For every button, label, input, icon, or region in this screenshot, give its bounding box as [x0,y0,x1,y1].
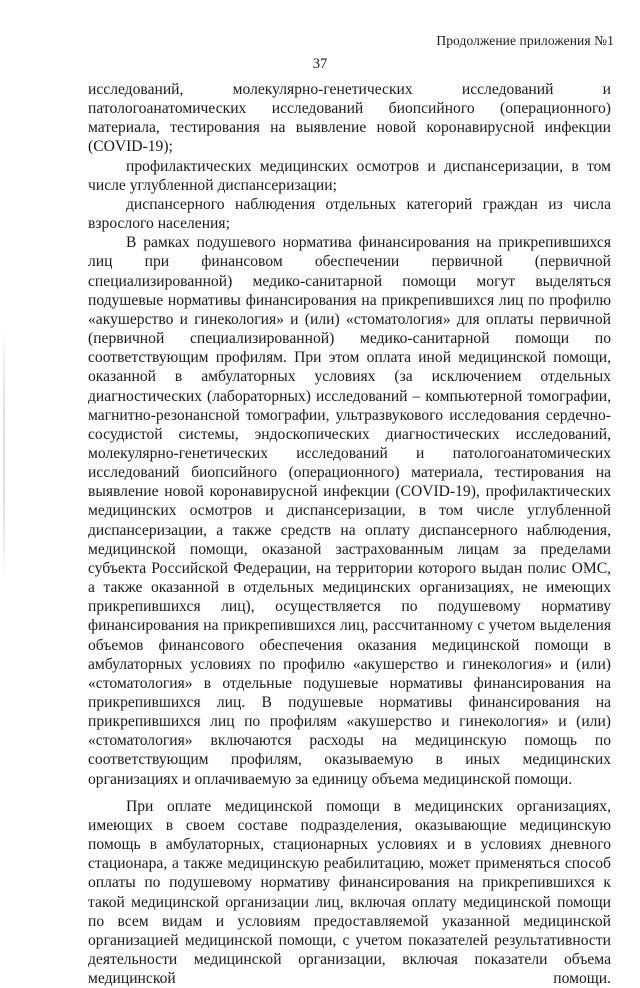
paragraph-payment-method: При оплате медицинской помощи в медицинских организациях, имеющих в своем составе подразделения, оказывающие медицинскую помощь в амбулаторных, стационарных условиях и в условиях дневного стационара, а также медицинскую реабилитацию, может применяться способ оплаты по подушевому нормативу финансирования на прикрепившихся к такой медицинской организации лиц, включая оплату медицинской помощи по всем видам и условиям предоставляемой указанной медицинской организацией медицинской помощи, с учетом показателей результативности деятельности медицинской организации, включая показатели объема медицинской помощи. [88,797,611,988]
paragraph-per-capita-norms: В рамках подушевого норматива финансирования на прикрепившихся лиц при финансовом обеспечении первичной (первичной специализированной) медико-санитарной помощи могут выделяться подушевые нормативы финансирования на прикрепившихся лиц по профилю «акушерство и гинекология» и (или) «стоматология» для оплаты первичной (первичной специализированной) медико-санитарной помощи по соответствующим профилям. При этом оплата иной медицинской помощи, оказанной в амбулаторных условиях (за исключением отдельных диагностических (лабораторных) исследований – компьютерной томографии, магнитно-резонансной томографии, ультразвукового исследования сердечно-сосудистой системы, эндоскопических диагностических исследований, молекулярно-генетических исследований и патологоанатомических исследований биопсийного (операционного) материала, тестирования на выявление новой коронавирусной инфекции (COVID-19), профилактических медицинских осмотров и диспансеризации, в том числе углубленной диспансеризации, а также средств на оплату диспансерного наблюдения, медицинской помощи, оказаной застрахованным лицам за пределами субъекта Российской Федерации, на территории которого выдан полис ОМС, а также оказанной в отдельных медицинских организациях, не имеющих прикрепившихся лиц), осуществляется по подушевому нормативу финансирования на прикрепившихся лиц, рассчитанному с учетом выделения объемов финансового обеспечения оказания медицинской помощи в амбулаторных условиях по профилю «акушерство и гинекология» и (или) «стоматология» в отдельные подушевые нормативы финансирования на прикрепившихся лиц. В подушевые нормативы финансирования на прикрепившихся лиц по профилям «акушерство и гинекология» и (или) «стоматология» включаются расходы на медицинскую помощь по соответствующим профилям, оказываемую в иных медицинских организациях и оплачиваемую за единицу объема медицинской помощи. [88,234,611,788]
list-item-dispensary-observation: диспансерного наблюдения отдельных категорий граждан из числа взрослого населения; [88,195,611,233]
scan-margin-mark [3,330,5,580]
paragraph-continuation: исследований, молекулярно-генетических исследований и патологоанатомических исследований биопсийного (операционного) материала, тестирования на выявление новой коронавирусной инфекции (COVID-19); [88,81,611,156]
document-body [88,80,611,988]
list-item-preventive-exams: профилактических медицинских осмотров и диспансеризации, в том числе углубленной диспансеризации; [88,157,611,194]
page-number: 37 [312,56,328,72]
running-title: Продолжение приложения №1 [436,33,614,48]
